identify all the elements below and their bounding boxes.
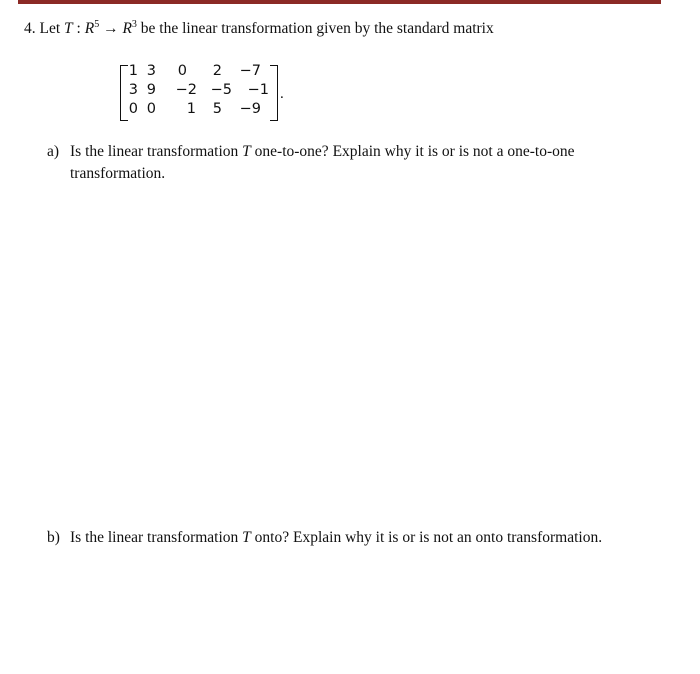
map-colon: : [76, 20, 81, 37]
matrix-cell: 3 [128, 82, 138, 98]
matrix-period: . [280, 86, 284, 102]
domain-symbol: R [84, 20, 95, 37]
matrix-cell: −7 [239, 63, 261, 79]
question-a-continuation: transformation. [70, 165, 166, 182]
domain-exponent: 5 [94, 19, 100, 30]
question-b-before: Is the linear transformation [70, 529, 239, 546]
matrix-cell: 1 [186, 101, 196, 117]
matrix-right-bracket [270, 65, 278, 121]
question-b-text [70, 527, 602, 549]
problem-number: 4. [24, 20, 36, 37]
question-a-text [70, 141, 575, 185]
matrix-cell: −9 [239, 101, 261, 117]
map-symbol: T [64, 20, 73, 37]
codomain-symbol: R [122, 20, 132, 37]
codomain-exponent: 3 [131, 19, 137, 30]
question-b-var: T [242, 529, 251, 546]
map-arrow: → [103, 20, 119, 37]
question-b [47, 527, 667, 551]
matrix-cell: −2 [175, 82, 197, 98]
matrix-cell: 0 [128, 101, 138, 117]
question-b-after: onto? Explain why it is or is not an onto transformation. [254, 529, 603, 546]
problem-tail: be the linear transformation given by the standard matrix [140, 20, 494, 37]
question-a-var: T [242, 143, 251, 160]
matrix-cell: −1 [247, 82, 269, 98]
standard-matrix [118, 63, 290, 121]
problem-statement [24, 20, 494, 38]
matrix-cell: 0 [177, 63, 187, 79]
matrix-cell: 3 [146, 63, 156, 79]
top-rule [18, 0, 661, 4]
problem-lead: Let [39, 20, 61, 37]
matrix-cell: −5 [210, 82, 232, 98]
question-b-label: b) [47, 529, 60, 546]
matrix-cell: 9 [146, 82, 156, 98]
question-a-after: one-to-one? Explain why it is or is not a one-to-one [254, 143, 575, 160]
matrix-cell: 5 [212, 101, 222, 117]
matrix-cell: 1 [128, 63, 138, 79]
question-a-label: a) [47, 143, 60, 160]
question-a [47, 141, 647, 191]
question-a-before: Is the linear transformation [70, 143, 239, 160]
matrix-cell: 0 [146, 101, 156, 117]
matrix-cell: 2 [212, 63, 222, 79]
